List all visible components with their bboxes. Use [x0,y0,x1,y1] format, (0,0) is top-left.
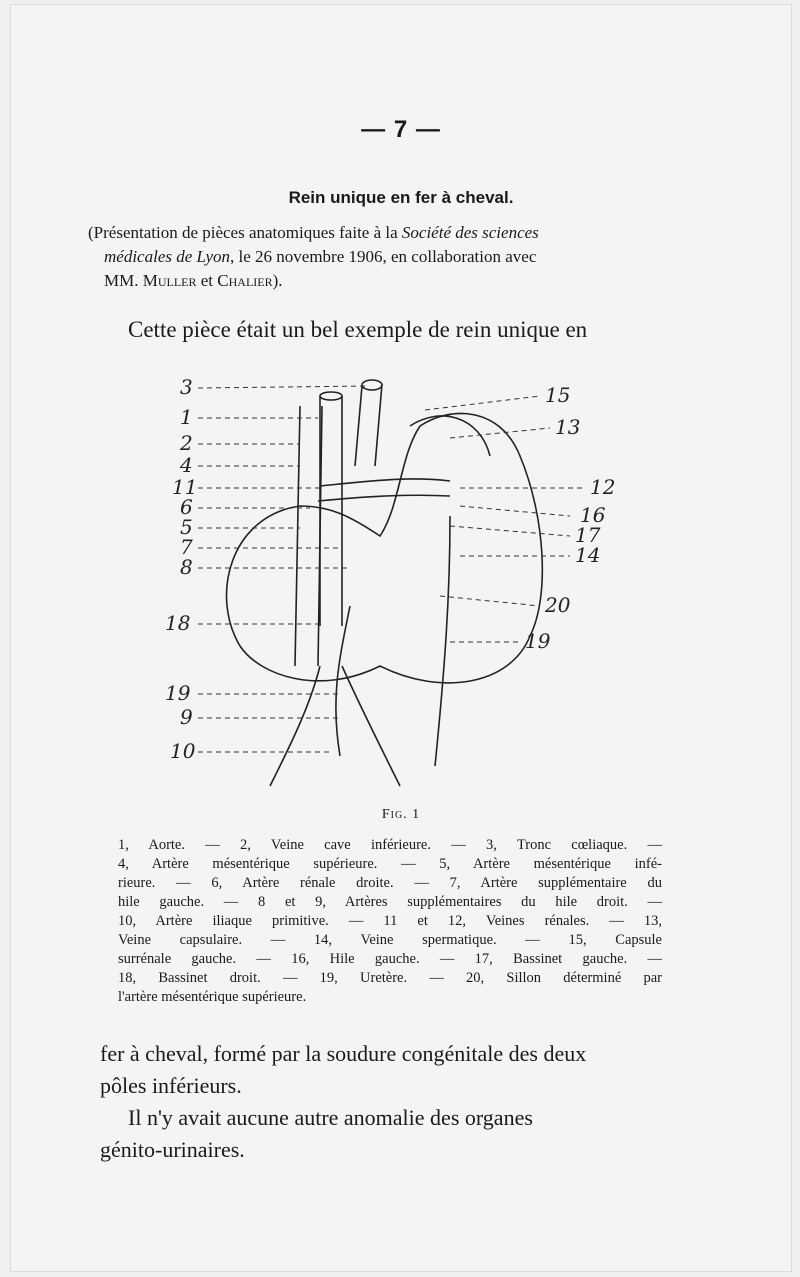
society-name-cont: médicales de Lyon [104,247,231,266]
presentation-text: (Présentation de pièces anatomiques faite à la [88,223,402,242]
body-line: pôles inférieurs. [100,1073,242,1098]
anatomical-figure [150,366,640,806]
capsule-shape [410,416,490,456]
presentation-text: , le 26 novembre 1906, en collaboration avec [230,247,537,266]
author-name: Chalier [217,271,273,290]
fig-label-12: 12 [590,475,616,499]
fig-label-9: 9 [180,705,193,729]
fig-label-4: 4 [180,453,193,477]
legend-line: 4, Artère mésentérique supérieure. — 5, Artère mésentérique infé- [118,856,662,872]
fig-label-6: 6 [180,495,193,519]
fig-label-15: 15 [545,383,571,407]
fig-label-16: 16 [580,503,606,527]
fig-label-18: 18 [165,611,191,635]
vena-cava-shape [295,406,322,666]
page-number: — 7 — [361,116,441,143]
fig-label-2: 2 [180,431,193,455]
figure-legend [118,836,662,1007]
fig-label-1: 1 [180,405,193,429]
kidney-illustration [150,366,640,806]
fig-label-5: 5 [180,515,193,539]
body-paragraph-end [100,1038,678,1166]
author-name: Muller [142,271,197,290]
legend-line: l'artère mésentérique supérieure. [118,989,307,1005]
celiac-trunk-shape [355,384,382,466]
fig-label-3: 3 [180,375,193,399]
fig-label-20: 20 [545,593,571,617]
body-line: Il n'y avait aucune autre anomalie des organes [128,1105,533,1130]
presentation-note [88,221,678,293]
iliac-shape [270,666,400,786]
body-line: génito-urinaires. [100,1137,245,1162]
presentation-text: et [196,271,218,290]
renal-veins-shape [318,479,450,501]
legend-line: hile gauche. — 8 et 9, Artères supplémentaires du hile droit. — [118,894,662,910]
fig-label-10: 10 [170,739,196,763]
body-line: fer à cheval, formé par la soudure congénitale des deux [100,1041,587,1066]
fig-label-19-right: 19 [165,681,191,705]
ureter-left [435,516,450,766]
society-name: Société des sciences [401,223,539,242]
presentation-text: MM. [104,271,143,290]
figure-caption: Fig. 1 [381,807,421,822]
fig-label-8: 8 [180,555,193,579]
fig-label-14: 14 [575,543,601,567]
legend-line: surrénale gauche. — 16, Hile gauche. — 17, Bassinet gauche. — [118,951,662,967]
legend-line: Veine capsulaire. — 14, Veine spermatique. — 15, Capsule [118,932,662,948]
legend-line: 18, Bassinet droit. — 19, Uretère. — 20, Sillon déterminé par [118,970,662,986]
ureter-right [336,606,350,756]
legend-line: 10, Artère iliaque primitive. — 11 et 12, Veines rénales. — 13, [118,913,662,929]
section-title: Rein unique en fer à cheval. [288,188,514,207]
fig-label-7: 7 [180,535,193,559]
fig-label-11: 11 [172,475,198,499]
fig-label-13: 13 [555,415,581,439]
legend-line: 1, Aorte. — 2, Veine cave inférieure. — 3, Tronc cœliaque. — [118,837,662,853]
fig-label-17: 17 [575,523,601,547]
book-page [10,4,792,1272]
legend-line: rieure. — 6, Artère rénale droite. — 7, Artère supplémentaire du [118,875,662,891]
fig-label-19-left: 19 [525,629,551,653]
body-paragraph-start: Cette pièce était un bel exemple de rein unique en [128,317,588,342]
presentation-text: ). [272,271,283,290]
